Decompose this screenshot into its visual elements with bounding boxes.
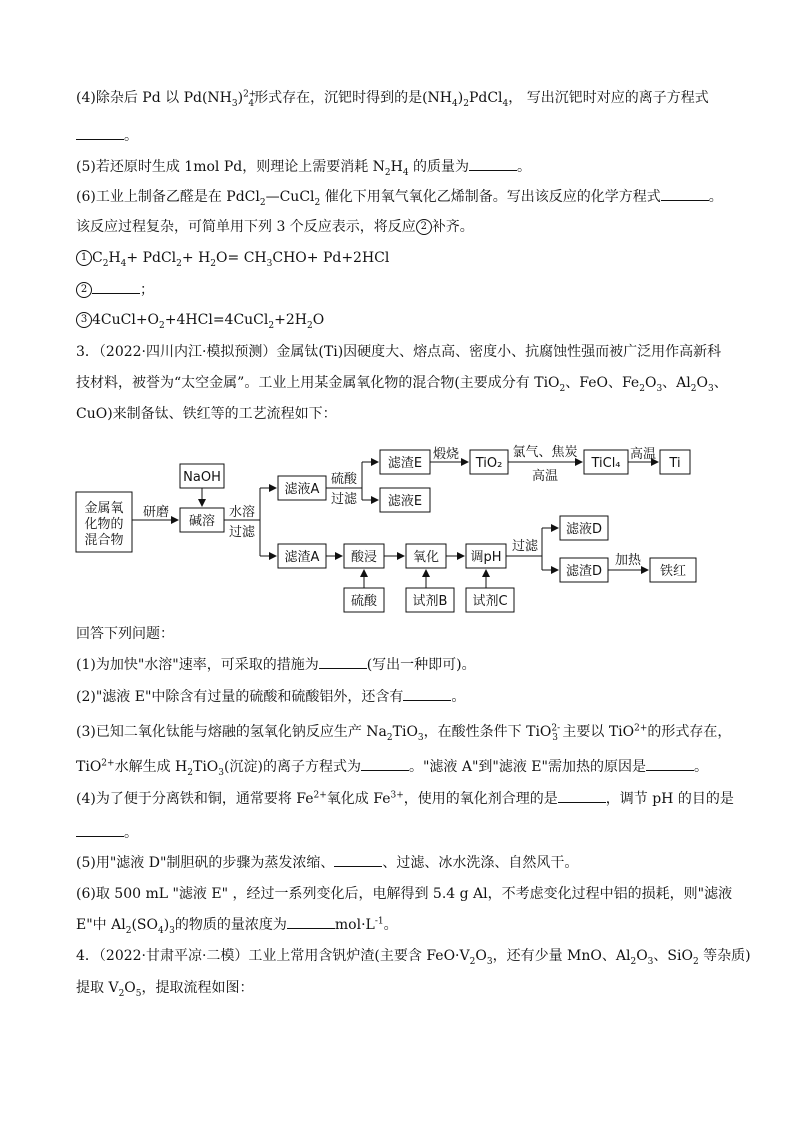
box-adjust-ph: 调pH [470,550,502,565]
circled-number: 2 [416,219,432,235]
question-3-part-6b: E"中 $Al_2(SO_4)_3$的物质的量浓度为 $mol\cdot L^{-1}$。 [76,914,398,935]
box-filtrate-e: 滤液E [387,494,423,509]
step-filter-2: 过滤 [330,492,358,507]
box-residue-d: 滤渣D [565,564,603,579]
box-iron-red: 铁红 [659,564,687,579]
question-3-part-4: (4)为了便于分离铁和铜，通常要将 $Fe^{2+}$氧化成 $Fe^{3+}$，使用的氧化剂合理的是 ，调节 pH 的目的是 [76,788,734,809]
question-3-title-2: 技材料，被誉为“太空金属”。工业上用某金属氧化物的混合物(主要成分有 TiO$_2$、FeO、$Fe_2O_3$、$Al_2O_3$、 [76,375,728,394]
answer-blank[interactable] [319,654,367,669]
answer-intro: 回答下列问题： [76,626,174,642]
raw-material-label-3: 混合物 [84,533,124,548]
answer-blank[interactable] [334,852,382,867]
answer-blank[interactable] [361,756,409,771]
question-4-title: 4．（2022·甘肃平凉·二模）工业上常用含钒炉渣(主要含 $FeO\cdot V_2O_3$，还有少量 MnO、$Al_2O_3$、SiO$_2$ 等杂质) [76,948,751,967]
step-water-dissolve: 水溶 [228,505,256,520]
reagent-b: 试剂B [412,594,448,609]
box-residue-e: 滤渣E [387,456,423,471]
box-ti: Ti [669,456,681,471]
step-high-temp-1: 高温 [531,469,559,484]
step-sulfuric-acid: 硫酸 [330,472,358,487]
box-filtrate-a: 滤液A [284,482,320,497]
raw-material-label-2: 化物的 [84,517,124,532]
step-filter-1: 过滤 [228,525,256,540]
question-3-part-3b: TiO$^{2+}$水解生成 $H_2TiO_3$(沉淀)的离子方程式为 。"滤液 A"到"滤液 E"需加热的原因是 。 [76,756,708,777]
step-heat: 加热 [614,553,642,568]
reaction-1: 1 $C_2H_4+$ PdCl$_2$+ $H_2O= CH_3CHO+ Pd+2HCl$ [76,248,389,268]
answer-blank[interactable] [92,279,140,294]
question-2-part-4-answer: 。 [76,125,138,146]
question-3-title-3: CuO)来制备钛、铁红等的工艺流程如下： [76,406,337,422]
question-2-part-6: (6)工业上制备乙醛是在 PdCl$_2$—CuCl$_2$ 催化下用氧气氧化乙烯制备。写出该反应的化学方程式 。 [76,186,723,207]
answer-blank[interactable] [76,125,124,140]
box-tio2: TiO₂ [475,456,503,471]
answer-blank[interactable] [403,686,451,701]
box-filtrate-d: 滤液D [565,522,603,537]
reagent-c: 试剂C [472,594,508,609]
answer-blank[interactable] [558,788,606,803]
step-high-temp-2: 高温 [629,447,657,462]
step-alkali-dissolve: 碱溶 [188,514,216,529]
process-flow-diagram [70,440,710,620]
question-3-part-5: (5)用"滤液 D"制胆矾的步骤为蒸发浓缩、 、过滤、冰水洗涤、自然风干。 [76,852,578,873]
answer-blank[interactable] [76,822,124,837]
answer-blank[interactable] [469,156,517,171]
reaction-2: 2 ； [76,279,154,300]
box-oxidize: 氧化 [412,550,440,565]
question-3-title: 3．（2022·四川内江·模拟预测）金属钛(Ti)因硬度大、熔点高、密度小、抗腐蚀性强而被广泛用作高新科 [76,344,722,360]
circled-number: 3 [76,312,92,328]
question-3-part-1: (1)为加快"水溶"速率，可采取的措施为 (写出一种即可)。 [76,654,476,675]
question-2-part-4: (4)除杂后 Pd 以 $Pd(NH_3)^{2+}_4$形式存在，沉钯时得到的是$(NH_4)_2PdCl_4$， 写出沉钯时对应的离子方程式 [76,89,709,109]
question-2-part-6-note: 该反应过程复杂，可简单用下列 3 个反应表示，将反应 2 补齐。 [76,219,474,235]
question-4-title-2: 提取 $V_2O_5$，提取流程如图： [76,980,254,999]
circled-number: 1 [76,250,92,266]
box-acid-leach: 酸浸 [350,550,378,565]
question-2-part-5: (5)若还原时生成 1mol Pd，则理论上需要消耗 $N_2H_4$ 的质量为 。 [76,156,531,177]
question-3-part-6: (6)取 500 mL "滤液 E" ，经过一系列变化后，电解得到 5.4 g Al，不考虑变化过程中铝的损耗，则"滤液 [76,886,733,902]
box-residue-a: 滤渣A [284,550,320,565]
raw-material-label-1: 金属氧 [84,501,124,516]
step-grind: 研磨 [142,505,170,520]
question-3-part-3: (3)已知二氧化钛能与熔融的氢氧化钠反应生产 $Na_2TiO_3$，在酸性条件下 TiO$^{2-}_3$ 主要以 TiO$^{2+}$的形式存在， [76,723,732,743]
question-3-part-4-answer: 。 [76,822,138,843]
answer-blank[interactable] [287,914,335,929]
reaction-3: 3 $4CuCl+O_2+4HCl=4CuCl_2+2H_2O$ [76,310,324,330]
step-chlorine-coke: 氯气、焦炭 [512,445,578,460]
step-calcine: 煅烧 [432,447,460,462]
box-ticl4: TiCl₄ [591,456,621,471]
reagent-naoh: NaOH [183,470,221,485]
question-3-part-2: (2)"滤液 E"中除含有过量的硫酸和硫酸铝外，还含有 。 [76,686,465,707]
circled-number: 2 [76,282,92,298]
reagent-sulfuric-acid: 硫酸 [350,594,378,609]
answer-blank[interactable] [661,186,709,201]
step-filter-3: 过滤 [511,539,539,554]
answer-blank[interactable] [646,756,694,771]
